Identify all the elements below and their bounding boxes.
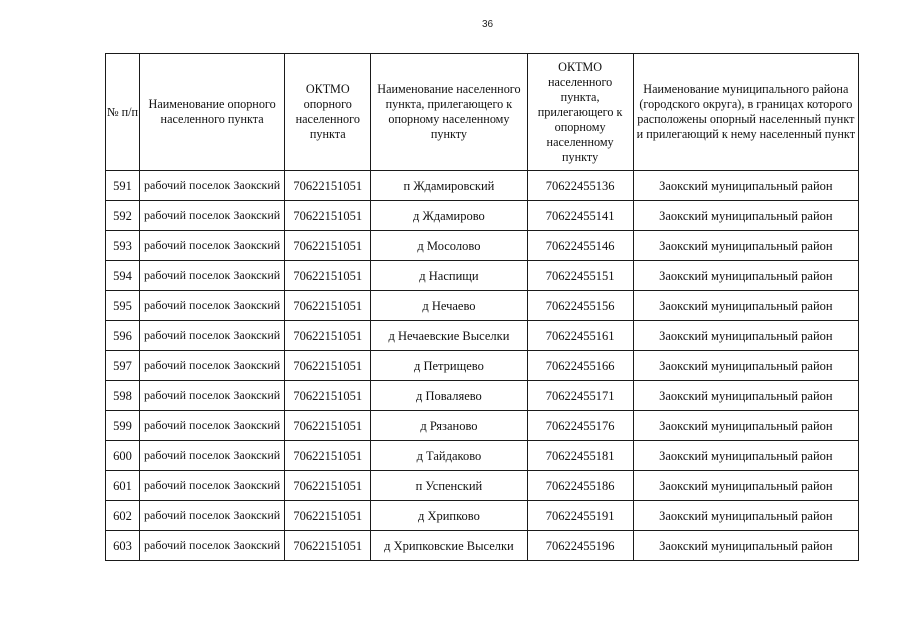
municipal-district-cell: Заокский муниципальный район: [633, 321, 858, 351]
adjacent-oktmo-cell: 70622455196: [527, 531, 633, 561]
header-adjacent-oktmo: ОКТМО населенного пункта, прилегающего к опорному населенному пункту: [527, 54, 633, 171]
municipal-district-cell: Заокский муниципальный район: [633, 471, 858, 501]
anchor-settlement-cell: рабочий поселок Заокский: [140, 201, 285, 231]
anchor-settlement-cell: рабочий поселок Заокский: [140, 291, 285, 321]
table-row: [106, 531, 859, 561]
adjacent-oktmo-cell: 70622455186: [527, 471, 633, 501]
anchor-oktmo-cell: 70622151051: [285, 291, 371, 321]
adjacent-oktmo-cell: 70622455191: [527, 501, 633, 531]
adjacent-settlement-cell: д Ждамирово: [371, 201, 527, 231]
adjacent-settlement-cell: д Нечаево: [371, 291, 527, 321]
anchor-settlement-cell: рабочий поселок Заокский: [140, 171, 285, 201]
adjacent-settlement-cell: д Хрипково: [371, 501, 527, 531]
adjacent-settlement-cell: д Хрипковские Выселки: [371, 531, 527, 561]
adjacent-oktmo-cell: 70622455171: [527, 381, 633, 411]
anchor-settlement-cell: рабочий поселок Заокский: [140, 441, 285, 471]
anchor-oktmo-cell: 70622151051: [285, 381, 371, 411]
municipal-district-cell: Заокский муниципальный район: [633, 531, 858, 561]
anchor-settlement-cell: рабочий поселок Заокский: [140, 411, 285, 441]
anchor-oktmo-cell: 70622151051: [285, 531, 371, 561]
anchor-oktmo-cell: 70622151051: [285, 351, 371, 381]
adjacent-settlement-cell: д Наспищи: [371, 261, 527, 291]
row-number-cell: 599: [106, 411, 140, 441]
adjacent-settlement-cell: д Нечаевские Выселки: [371, 321, 527, 351]
adjacent-oktmo-cell: 70622455161: [527, 321, 633, 351]
row-number-cell: 601: [106, 471, 140, 501]
anchor-oktmo-cell: 70622151051: [285, 321, 371, 351]
municipal-district-cell: Заокский муниципальный район: [633, 411, 858, 441]
row-number-cell: 592: [106, 201, 140, 231]
adjacent-settlement-cell: д Рязаново: [371, 411, 527, 441]
header-anchor-oktmo: ОКТМО опорного населенного пункта: [285, 54, 371, 171]
adjacent-oktmo-cell: 70622455136: [527, 171, 633, 201]
table-row: [106, 411, 859, 441]
anchor-oktmo-cell: 70622151051: [285, 231, 371, 261]
row-number-cell: 596: [106, 321, 140, 351]
anchor-oktmo-cell: 70622151051: [285, 501, 371, 531]
adjacent-settlement-cell: д Поваляево: [371, 381, 527, 411]
row-number-cell: 603: [106, 531, 140, 561]
table-row: [106, 231, 859, 261]
header-row: [106, 54, 859, 171]
municipal-district-cell: Заокский муниципальный район: [633, 501, 858, 531]
adjacent-oktmo-cell: 70622455176: [527, 411, 633, 441]
table-row: [106, 201, 859, 231]
municipal-district-cell: Заокский муниципальный район: [633, 441, 858, 471]
anchor-oktmo-cell: 70622151051: [285, 201, 371, 231]
anchor-settlement-cell: рабочий поселок Заокский: [140, 531, 285, 561]
anchor-settlement-cell: рабочий поселок Заокский: [140, 261, 285, 291]
row-number-cell: 594: [106, 261, 140, 291]
row-number-cell: 597: [106, 351, 140, 381]
header-municipal-district: Наименование муниципального района (городского округа), в границах которого расположены опорный населенный пункт и прилегающий к нему населенный пункт: [633, 54, 858, 171]
row-number-cell: 602: [106, 501, 140, 531]
anchor-oktmo-cell: 70622151051: [285, 171, 371, 201]
header-row-number: № п/п: [106, 54, 140, 171]
anchor-settlement-cell: рабочий поселок Заокский: [140, 351, 285, 381]
table-row: [106, 471, 859, 501]
adjacent-oktmo-cell: 70622455146: [527, 231, 633, 261]
adjacent-settlement-cell: п Успенский: [371, 471, 527, 501]
row-number-cell: 595: [106, 291, 140, 321]
anchor-settlement-cell: рабочий поселок Заокский: [140, 231, 285, 261]
anchor-settlement-cell: рабочий поселок Заокский: [140, 471, 285, 501]
anchor-oktmo-cell: 70622151051: [285, 441, 371, 471]
adjacent-settlement-cell: д Петрищево: [371, 351, 527, 381]
row-number-cell: 598: [106, 381, 140, 411]
municipal-district-cell: Заокский муниципальный район: [633, 291, 858, 321]
municipal-district-cell: Заокский муниципальный район: [633, 351, 858, 381]
adjacent-oktmo-cell: 70622455166: [527, 351, 633, 381]
header-anchor-settlement: Наименование опорного населенного пункта: [140, 54, 285, 171]
adjacent-settlement-cell: д Тайдаково: [371, 441, 527, 471]
anchor-settlement-cell: рабочий поселок Заокский: [140, 381, 285, 411]
anchor-oktmo-cell: 70622151051: [285, 261, 371, 291]
table-row: [106, 171, 859, 201]
header-adjacent-settlement: Наименование населенного пункта, прилегающего к опорному населенному пункту: [371, 54, 527, 171]
page-number: 36: [481, 19, 494, 30]
adjacent-oktmo-cell: 70622455151: [527, 261, 633, 291]
table-row: [106, 261, 859, 291]
municipal-district-cell: Заокский муниципальный район: [633, 171, 858, 201]
row-number-cell: 591: [106, 171, 140, 201]
adjacent-oktmo-cell: 70622455141: [527, 201, 633, 231]
municipal-district-cell: Заокский муниципальный район: [633, 261, 858, 291]
table-row: [106, 321, 859, 351]
table-header: [106, 54, 859, 171]
table-body: [106, 171, 859, 561]
adjacent-oktmo-cell: 70622455156: [527, 291, 633, 321]
row-number-cell: 600: [106, 441, 140, 471]
table-row: [106, 381, 859, 411]
municipal-district-cell: Заокский муниципальный район: [633, 231, 858, 261]
adjacent-settlement-cell: д Мосолово: [371, 231, 527, 261]
adjacent-oktmo-cell: 70622455181: [527, 441, 633, 471]
settlements-table: [105, 53, 859, 561]
municipal-district-cell: Заокский муниципальный район: [633, 201, 858, 231]
table-row: [106, 351, 859, 381]
adjacent-settlement-cell: п Ждамировский: [371, 171, 527, 201]
anchor-oktmo-cell: 70622151051: [285, 411, 371, 441]
municipal-district-cell: Заокский муниципальный район: [633, 381, 858, 411]
table-row: [106, 291, 859, 321]
table-row: [106, 501, 859, 531]
anchor-oktmo-cell: 70622151051: [285, 471, 371, 501]
table-row: [106, 441, 859, 471]
row-number-cell: 593: [106, 231, 140, 261]
anchor-settlement-cell: рабочий поселок Заокский: [140, 501, 285, 531]
anchor-settlement-cell: рабочий поселок Заокский: [140, 321, 285, 351]
